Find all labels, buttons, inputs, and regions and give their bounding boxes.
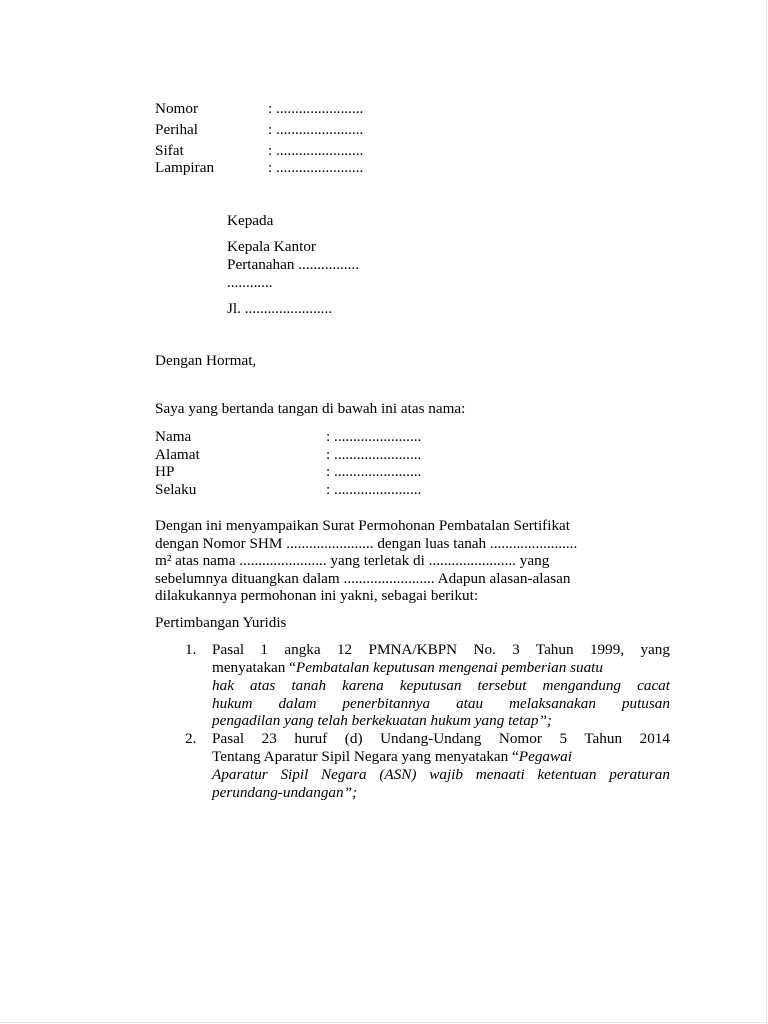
item-2-line-3: Aparatur Sipil Negara (ASN) wajib menaati ketentuan peraturan [212, 766, 670, 783]
field-label-sifat: Sifat [155, 142, 184, 159]
salutation: Dengan Hormat, [155, 352, 257, 369]
recipient-kepada: Kepada [227, 212, 274, 229]
field-value-perihal: : ....................... [268, 121, 364, 138]
field-value-sifat: : ....................... [268, 142, 364, 159]
recipient-address: Jl. ....................... [227, 300, 333, 317]
identity-label-alamat: Alamat [155, 446, 200, 463]
item-1-line-5: pengadilan yang telah berkekuatan hukum yang tetap”; [212, 712, 552, 729]
body-line-3: m² atas nama ....................... yang terletak di ....................... yang [155, 552, 550, 569]
body-line-2: dengan Nomor SHM ....................... dengan luas tanah ....................... [155, 535, 578, 552]
item-2-line-2 [212, 748, 572, 766]
item-1-line-2 [212, 659, 670, 677]
item-2-line-1: Pasal 23 huruf (d) Undang-Undang Nomor 5 Tahun 2014 [212, 730, 670, 747]
body-line-5: dilakukannya permohonan ini yakni, sebagai berikut: [155, 587, 479, 604]
identity-label-hp: HP [155, 463, 175, 480]
body-line-1: Dengan ini menyampaikan Surat Permohonan Pembatalan Sertifikat [155, 517, 571, 534]
item-2-line-2-prefix: Tentang Aparatur Sipil Negara yang menyatakan “ [212, 748, 519, 765]
field-label-lampiran: Lampiran [155, 159, 215, 176]
section-title: Pertimbangan Yuridis [155, 614, 287, 631]
item-2-number: 2. [185, 730, 197, 747]
identity-value-nama: : ....................... [326, 428, 422, 445]
item-1-line-3: hak atas tanah karena keputusan tersebut mengandung cacat [212, 677, 670, 694]
field-value-nomor: : ....................... [268, 100, 364, 117]
identity-value-alamat: : ....................... [326, 446, 422, 463]
item-1-line-2-prefix: menyatakan “ [212, 659, 296, 676]
identity-value-hp: : ....................... [326, 463, 422, 480]
body-line-4: sebelumnya dituangkan dalam ........................ Adapun alasan-alasan [155, 570, 571, 587]
item-1-number: 1. [185, 641, 197, 658]
intro-text: Saya yang bertanda tangan di bawah ini atas nama: [155, 400, 466, 417]
recipient-line-2: Pertanahan ................ [227, 256, 360, 273]
field-value-lampiran: : ....................... [268, 159, 364, 176]
identity-label-nama: Nama [155, 428, 192, 445]
item-2-line-4: perundang-undangan”; [212, 784, 358, 801]
recipient-line-1: Kepala Kantor [227, 238, 316, 255]
item-1-line-1: Pasal 1 angka 12 PMNA/KBPN No. 3 Tahun 1999, yang [212, 641, 670, 658]
field-label-nomor: Nomor [155, 100, 199, 117]
item-2-line-2-quote: Pegawai [518, 748, 572, 765]
field-label-perihal: Perihal [155, 121, 199, 138]
item-1-line-4: hukum dalam penerbitannya atau melaksanakan putusan [212, 695, 670, 712]
identity-value-selaku: : ....................... [326, 481, 422, 498]
recipient-line-3: ............ [227, 274, 273, 291]
identity-label-selaku: Selaku [155, 481, 197, 498]
item-1-line-2-quote: Pembatalan keputusan mengenai pemberian suatu [295, 659, 603, 676]
